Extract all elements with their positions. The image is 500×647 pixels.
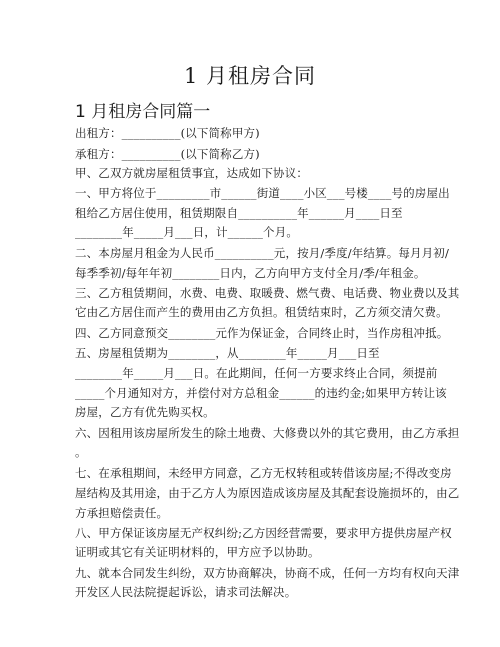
- document-title: 1 月租房合同: [183, 64, 317, 88]
- paragraph-line: 二、本房屋月租金为人民币__________元，按月/季度/年结算。每月月初/: [75, 246, 449, 260]
- paragraph-line: 。: [75, 445, 87, 459]
- paragraph-line: 七、在承租期间，未经甲方同意，乙方无权转租或转借该房屋;不得改变房: [75, 466, 452, 480]
- paragraph-line: 租给乙方居住使用，租赁期限自__________年______月____日至: [75, 206, 403, 220]
- paragraph-line: 六、因租用该房屋所发生的除土地费、大修费以外的其它费用，由乙方承担: [75, 426, 460, 440]
- paragraph-line: ________年_____月___日，计______个月。: [75, 225, 298, 239]
- paragraph-line: 八、甲方保证该房屋无产权纠纷;乙方因经营需要，要求甲方提供房屋产权: [75, 526, 452, 540]
- paragraph-line: 承租方：__________(以下简称乙方): [75, 147, 260, 161]
- paragraph-line: 每季季初/每年年初________日内，乙方向甲方支付全月/季/年租金。: [75, 266, 426, 280]
- paragraph-line: 九、就本合同发生纠纷，双方协商解决，协商不成，任何一方均有权向天津: [75, 566, 460, 580]
- paragraph-line: 开发区人民法院提起诉讼，请求司法解决。: [75, 585, 297, 599]
- section-heading: 1 月租房合同篇一: [75, 102, 211, 122]
- paragraph-line: 甲、乙双方就房屋租赁事宜，达成如下协议：: [75, 166, 308, 180]
- paragraph-line: 出租方：__________(以下简称甲方): [75, 126, 260, 140]
- paragraph-line: 三、乙方租赁期间，水费、电费、取暖费、燃气费、电话费、物业费以及其: [75, 286, 460, 300]
- paragraph-line: _____个月通知对方，并偿付对方总租金______的违约金;如果甲方转让该: [75, 386, 447, 400]
- paragraph-line: 它由乙方居住而产生的费用由乙方负担。租赁结束时，乙方须交清欠费。: [75, 305, 448, 319]
- paragraph-line: 一、甲方将位于_________市______街道____小区___号楼____号的房屋出: [75, 186, 450, 200]
- paragraph-line: 房屋，乙方有优先购买权。: [75, 405, 215, 419]
- paragraph-line: 证明或其它有关证明材料的，甲方应予以协助。: [75, 545, 320, 559]
- paragraph-line: 屋结构及其用途，由于乙方人为原因造成该房屋及其配套设施损坏的，由乙: [75, 486, 460, 500]
- paragraph-line: 五、房屋租赁期为________，从________年_____月___日至: [75, 346, 380, 360]
- paragraph-line: 四、乙方同意预交________元作为保证金，合同终止时，当作房租冲抵。: [75, 326, 449, 340]
- paragraph-line: ________年_____月___日。在此期间，任何一方要求终止合同，须提前: [75, 366, 438, 380]
- paragraph-line: 方承担赔偿责任。: [75, 506, 169, 520]
